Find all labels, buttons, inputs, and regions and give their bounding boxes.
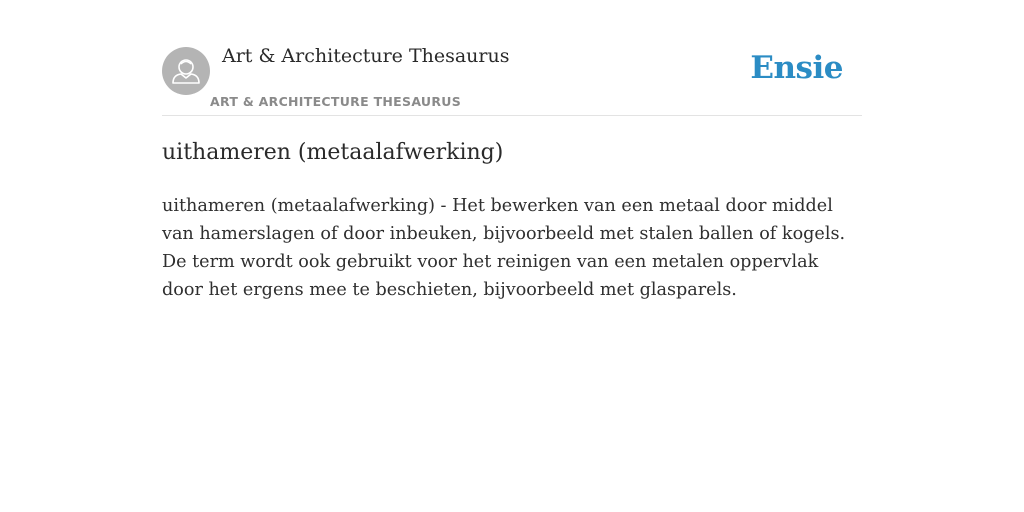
user-avatar-icon[interactable] <box>162 47 210 95</box>
author-name[interactable]: Art & Architecture Thesaurus <box>222 45 510 67</box>
page-title: uithameren (metaalafwerking) <box>162 140 504 165</box>
ensie-logo[interactable]: Ensie <box>750 50 843 86</box>
article-card <box>162 0 862 300</box>
source-label[interactable]: ART & ARCHITECTURE THESAURUS <box>210 94 462 109</box>
article-header <box>162 0 862 116</box>
article-body: uithameren (metaalafwerking) - Het bewerken van een metaal door middel van hamerslagen of door inbeuken, bijvoorbeeld met stalen ballen of kogels. De term wordt ook gebruikt voor het reinigen van een metalen oppervlak door het ergens mee te beschieten, bijvoorbeeld met glasparels. <box>162 196 846 300</box>
